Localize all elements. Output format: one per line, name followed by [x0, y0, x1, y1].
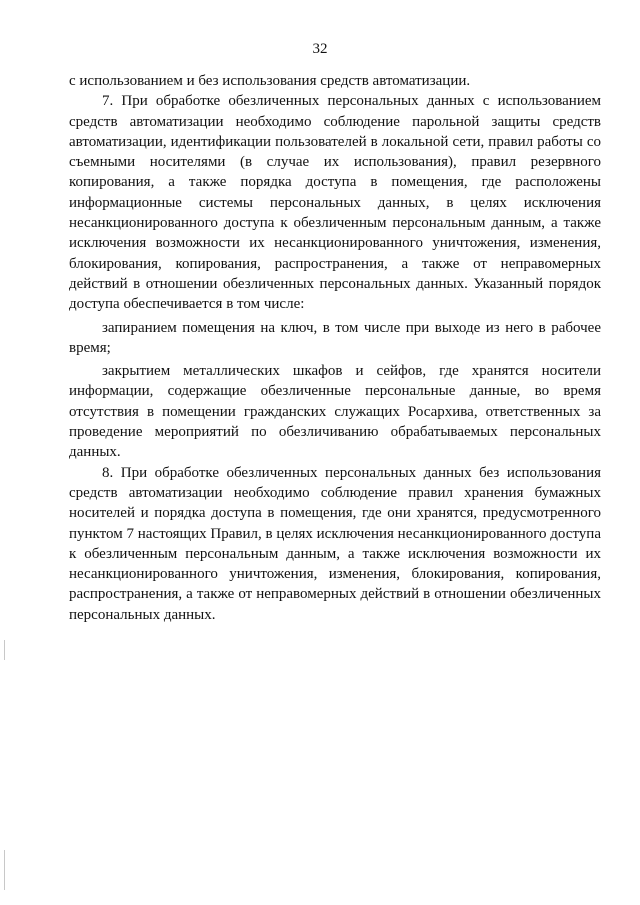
paragraph-continuation: с использованием и без использования средств автоматизации.: [69, 73, 471, 89]
paragraph-locking-premises: запиранием помещения на ключ, в том числе при выходе из него в рабочее время;: [69, 319, 601, 356]
paragraph-item-8: 8. При обработке обезличенных персональных данных без использования средств автоматизации необходимо соблюдение правил хранения бумажных носителей и порядка доступа в помещения, где они хранятся, предусмотренного пунктом 7 настоящих Правил, в целях исключения несанкционированного доступа к обезличенным персональным данным, а также исключения возможности их несанкционированного уничтожения, изменения, блокирования, копирования, распространения, а также от неправомерных действий в отношении обезличенных персональных данных.: [69, 464, 601, 623]
scan-margin-mark: [4, 640, 5, 660]
paragraph-item-7: 7. При обработке обезличенных персональных данных с использованием средств автоматизации необходимо соблюдение парольной защиты средств автоматизации, идентификации пользователей в локальной сети, правил работы со съемными носителями (в случае их использования), правил резервного копирования, а также порядка доступа в помещения, где расположены информационные системы персональных данных, в целях исключения несанкционированного доступа к обезличенным персональным данным, а также исключения возможности их несанкционированного уничтожения, изменения, блокирования, копирования, распространения, а также от неправомерных действий в отношении обезличенных персональных данных. Указанный порядок доступа обеспечивается в том числе:: [69, 93, 601, 313]
scan-margin-mark: [4, 850, 5, 890]
page-number: 32: [312, 41, 328, 57]
paragraph-closing-cabinets: закрытием металлических шкафов и сейфов, где хранятся носители информации, содержащие обезличенные персональные данные, во время отсутствия в помещении гражданских служащих Росархива, ответственных за проведение мероприятий по обезличиванию обрабатываемых персональных данных.: [69, 363, 601, 461]
document-body: [69, 71, 601, 625]
